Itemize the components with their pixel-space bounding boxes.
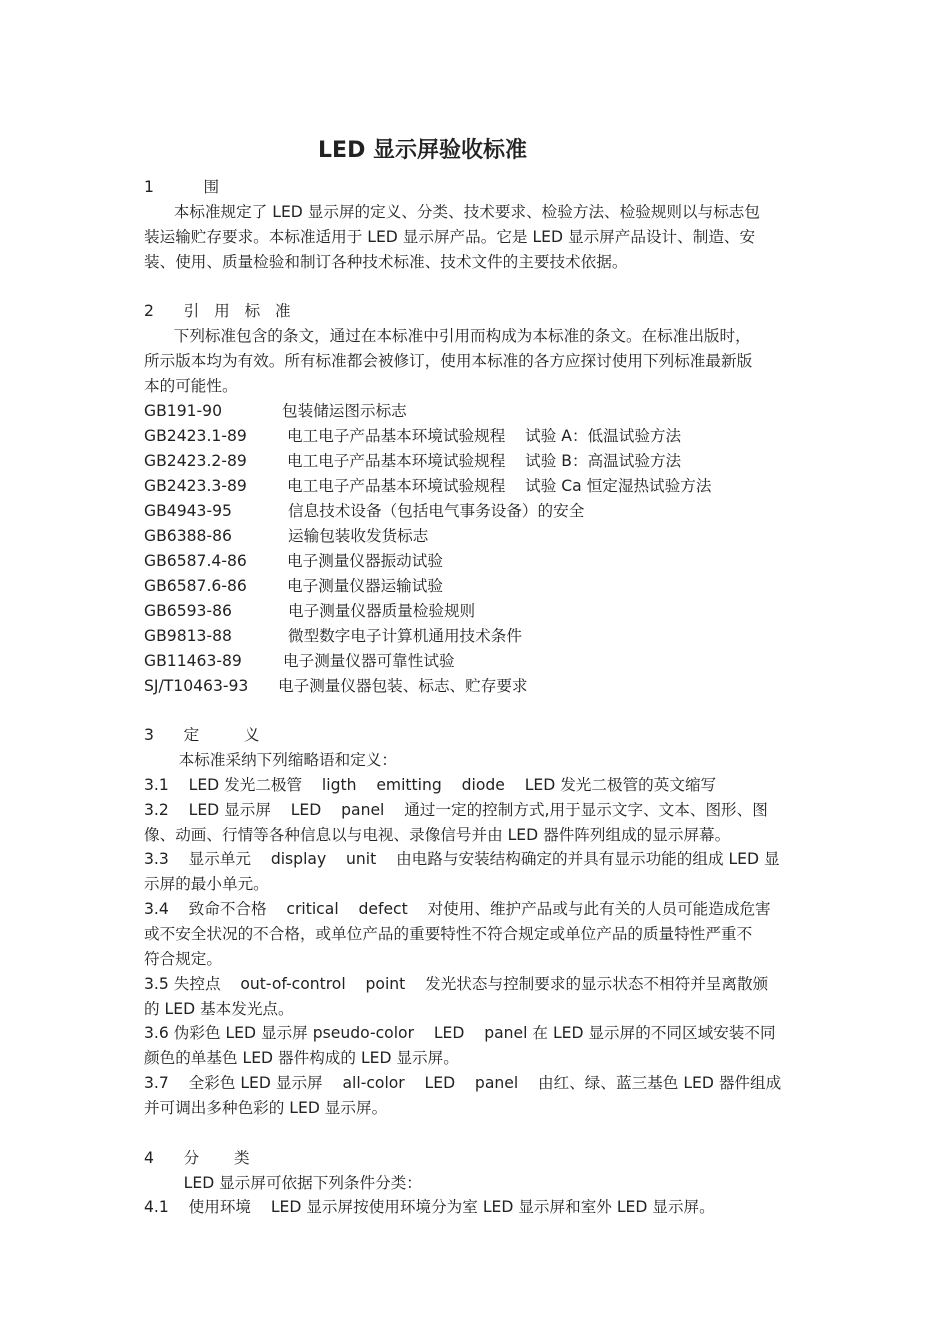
- section1-line-3: 装、使用、质量检验和制订各种技术标准、技术文件的主要技术依据。: [144, 253, 628, 271]
- section3-line: 示屏的最小单元。: [144, 875, 269, 893]
- standard-code: GB11463-89: [144, 652, 242, 670]
- section3-line: 符合规定。: [144, 950, 222, 968]
- standard-name: 电工电子产品基本环境试验规程 试验 A：低温试验方法: [287, 427, 682, 445]
- section3-line: 3.3 显示单元 display unit 由电路与安装结构确定的并具有显示功能的组成 LED 显: [144, 850, 780, 868]
- standard-name: 包装储运图示标志: [282, 402, 407, 420]
- standard-name: 微型数字电子计算机通用技术条件: [288, 627, 522, 645]
- section3-line: 3.4 致命不合格 critical defect 对使用、维护产品或与此有关的人员可能造成危害: [144, 900, 771, 918]
- standard-name: 电子测量仪器可靠性试验: [283, 652, 455, 670]
- standard-code: GB6587.4-86: [144, 552, 247, 570]
- standard-name: 电子测量仪器包装、标志、贮存要求: [278, 677, 528, 695]
- standard-code: GB6388-86: [144, 527, 232, 545]
- section3-line: 颜色的单基色 LED 器件构成的 LED 显示屏。: [144, 1049, 459, 1067]
- section3-line: 的 LED 基本发光点。: [144, 1000, 294, 1018]
- standard-code: GB2423.2-89: [144, 452, 247, 470]
- standard-code: SJ/T10463-93: [144, 677, 249, 695]
- section4-line: LED 显示屏可依据下列条件分类：: [144, 1174, 422, 1192]
- section3-line: 3.6 伪彩色 LED 显示屏 pseudo-color LED panel 在 LED 显示屏的不同区域安装不同: [144, 1024, 776, 1042]
- standard-code: GB9813-88: [144, 627, 232, 645]
- standard-name: 电工电子产品基本环境试验规程 试验 B：高温试验方法: [287, 452, 682, 470]
- section3-line: 像、动画、行情等各种信息以与电视、录像信号并由 LED 器件阵列组成的显示屏幕。: [144, 826, 731, 844]
- standard-code: GB191-90: [144, 402, 223, 420]
- section1-heading: 1 围: [144, 178, 220, 196]
- standard-code: GB6593-86: [144, 602, 232, 620]
- standard-name: 电工电子产品基本环境试验规程 试验 Ca 恒定湿热试验方法: [287, 477, 712, 495]
- standard-code: GB2423.3-89: [144, 477, 247, 495]
- section2-line-3: 本的可能性。: [144, 377, 238, 395]
- section3-line: 3.2 LED 显示屏 LED panel 通过一定的控制方式,用于显示文字、文本、图形、图: [144, 801, 768, 819]
- section3-line: 3.7 全彩色 LED 显示屏 all-color LED panel 由红、绿、蓝三基色 LED 器件组成: [144, 1074, 782, 1092]
- standard-code: GB4943-95: [144, 502, 232, 520]
- section1-line-2: 装运输贮存要求。本标准适用于 LED 显示屏产品。它是 LED 显示屏产品设计、制造、安: [144, 228, 756, 246]
- section3-line: 并可调出多种色彩的 LED 显示屏。: [144, 1099, 388, 1117]
- section3-heading: 3 定 义: [144, 726, 260, 744]
- section3-line: 或不安全状况的不合格，或单位产品的重要特性不符合规定或单位产品的质量特性严重不: [144, 925, 753, 943]
- document-title: LED 显示屏验收标准: [318, 138, 527, 163]
- standard-code: GB2423.1-89: [144, 427, 247, 445]
- section3-line: 本标准采纳下列缩略语和定义：: [144, 751, 398, 769]
- standard-name: 电子测量仪器运输试验: [287, 577, 443, 595]
- standard-name: 电子测量仪器振动试验: [287, 552, 443, 570]
- section1-line-1: 本标准规定了 LED 显示屏的定义、分类、技术要求、检验方法、检验规则以与标志包: [144, 203, 760, 221]
- standard-name: 信息技术设备（包括电气事务设备）的安全: [288, 502, 585, 520]
- standard-name: 电子测量仪器质量检验规则: [288, 602, 476, 620]
- section4-line: 4.1 使用环境 LED 显示屏按使用环境分为室 LED 显示屏和室外 LED 显示屏。: [144, 1198, 715, 1216]
- section2-line-2: 所示版本均为有效。所有标准都会被修订，使用本标准的各方应探讨使用下列标准最新版: [144, 352, 753, 370]
- section3-line: 3.1 LED 发光二极管 ligth emitting diode LED 发光二极管的英文缩写: [144, 776, 717, 794]
- section4-heading: 4 分 类: [144, 1149, 250, 1167]
- section2-heading: 2 引 用 标 准: [144, 302, 291, 320]
- standard-code: GB6587.6-86: [144, 577, 247, 595]
- standard-name: 运输包装收发货标志: [288, 527, 429, 545]
- section3-line: 3.5 失控点 out-of-control point 发光状态与控制要求的显示状态不相符并呈离散颁: [144, 975, 769, 993]
- section2-line-1: 下列标准包含的条文，通过在本标准中引用而构成为本标准的条文。在标准出版时，: [144, 327, 751, 345]
